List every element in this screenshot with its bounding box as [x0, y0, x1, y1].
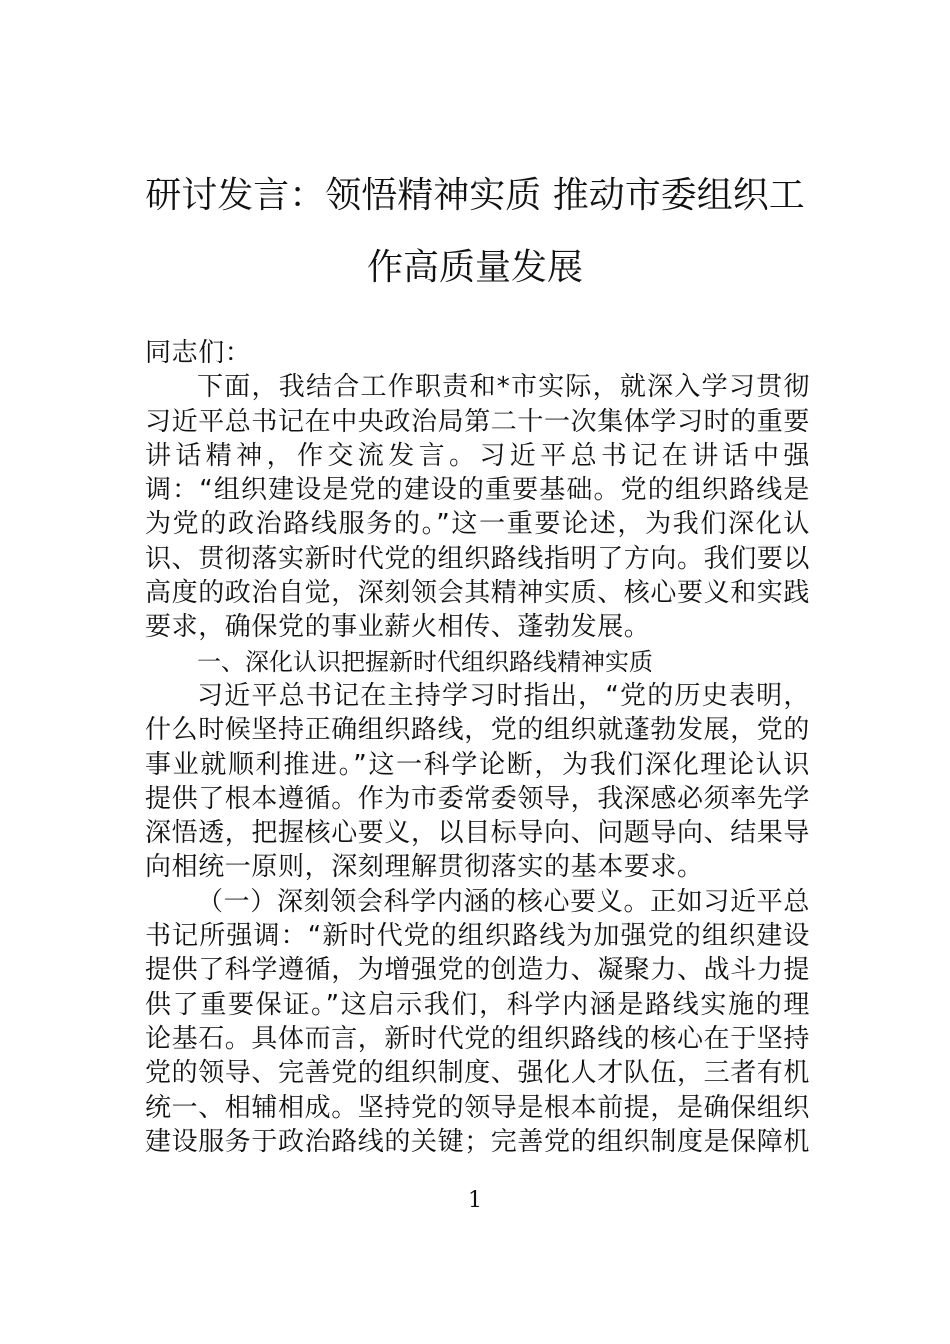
paragraph-section-1: 习近平总书记在主持学习时指出，“党的历史表明，什么时候坚持正确组织路线，党的组织就蓬勃发展，党的事业就顺利推进。”这一科学论断，为我们深化理论认识提供了根本遵循。作为市委常委领导，我深感必须率先学深悟透，把握核心要义，以目标导向、问题导向、结果导向相统一原则，深刻理解贯彻落实的基本要求。 [145, 680, 811, 883]
paragraph-subsection-1: （一）深刻领会科学内涵的核心要义。正如习近平总书记所强调：“新时代党的组织路线为加强党的组织建设提供了科学遵循，为增强党的创造力、凝聚力、战斗力提供了重要保证。”这启示我们，科学内涵是路线实施的理论基石。具体而言，新时代党的组织路线的核心在于坚持党的领导、完善党的组织制度、强化人才队伍，三者有机统一、相辅相成。坚持党的领导是根本前提，是确保组织建设服务于政治路线的关键；完善党的组织制度是保障机 [145, 886, 811, 1157]
title-line-1: 研讨发言：领悟精神实质 推动市委组织工 [145, 175, 805, 216]
salutation: 同志们： [145, 338, 252, 368]
paragraph-intro: 下面，我结合工作职责和*市实际，就深入学习贯彻习近平总书记在中央政治局第二十一次集体学习时的重要讲话精神，作交流发言。习近平总书记在讲话中强调：“组织建设是党的建设的重要基础。党的组织路线是为党的政治路线服务的。”这一重要论述，为我们深化认识、贯彻落实新时代党的组织路线指明了方向。我们要以高度的政治自觉，深刻领会其精神实质、核心要义和实践要求，确保党的事业薪火相传、蓬勃发展。 [145, 372, 811, 643]
title-line-2: 作高质量发展 [366, 247, 583, 288]
document-title [120, 160, 830, 304]
page-number: 1 [468, 1188, 482, 1213]
section-heading-1: 一、深化认识把握新时代组织路线精神实质 [197, 647, 653, 676]
document-body [145, 336, 810, 1159]
